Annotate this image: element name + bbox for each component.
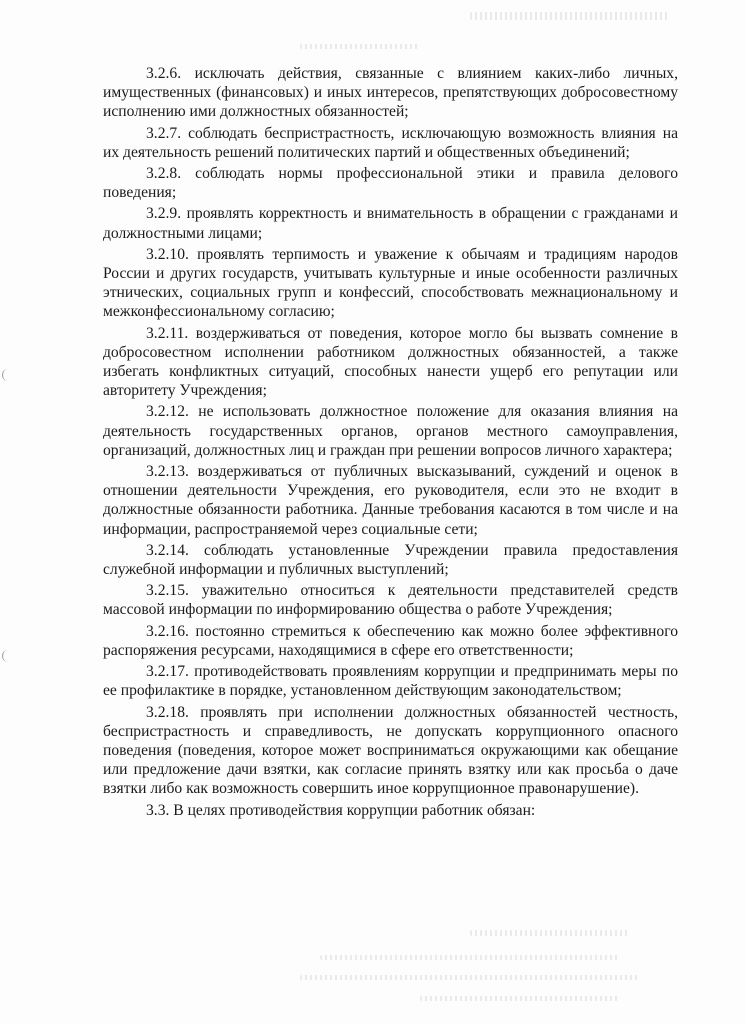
paragraph-3-2-15: 3.2.15. уважительно относиться к деятельности представителей средств массовой информации по информированию общества о работе Учреждения; bbox=[103, 582, 678, 619]
paragraph-3-2-11: 3.2.11. воздерживаться от поведения, которое могло бы вызвать сомнение в добросовестном исполнении работником должностных обязанностей, а также избегать конфликтных ситуаций, способных нанести ущерб его репутации или авторитету Учреждения; bbox=[103, 324, 678, 400]
paragraph-3-2-7: 3.2.7. соблюдать беспристрастность, исключающую возможность влияния на их деятельность решений политических партий и общественных объединений; bbox=[103, 124, 678, 161]
paragraph-3-2-8: 3.2.8. соблюдать нормы профессиональной этики и правила делового поведения; bbox=[103, 165, 678, 202]
paragraph-3-2-10: 3.2.10. проявлять терпимость и уважение к обычаям и традициям народов России и других государств, учитывать культурные и иные особенности различных этнических, социальных групп и конфессий, способствовать межнациональному и межконфессиональному согласию; bbox=[103, 245, 678, 321]
document-body bbox=[103, 64, 678, 820]
punch-hole-mark bbox=[2, 369, 13, 381]
paragraph-3-2-17: 3.2.17. противодействовать проявлениям коррупции и предпринимать меры по ее профилактике в порядке, установленном действующим законодательством; bbox=[103, 663, 678, 700]
paragraph-3-2-18: 3.2.18. проявлять при исполнении должностных обязанностей честность, беспристрастность и справедливость, не допускать коррупционного опасного поведения (поведения, которое может восприниматься окружающими как обещание или предложение дачи взятки, как согласие принять взятку или как просьба о даче взятки либо как возможность совершить иное коррупционное правонарушение). bbox=[103, 703, 678, 798]
paragraph-3-3: 3.3. В целях противодействия коррупции работник обязан: bbox=[146, 801, 536, 819]
scan-noise bbox=[470, 930, 630, 936]
scan-noise bbox=[320, 955, 620, 960]
scan-noise bbox=[300, 44, 420, 49]
paragraph-3-2-9: 3.2.9. проявлять корректность и внимательность в обращении с гражданами и должностными лицами; bbox=[103, 205, 678, 242]
scan-noise bbox=[470, 12, 670, 20]
punch-hole-mark bbox=[2, 650, 13, 662]
paragraph-3-2-16: 3.2.16. постоянно стремиться к обеспечению как можно более эффективного распоряжения ресурсами, находящимися в сфере его ответственности; bbox=[103, 622, 678, 659]
scan-noise bbox=[420, 996, 620, 1001]
paragraph-3-2-12: 3.2.12. не использовать должностное положение для оказания влияния на деятельность государственных органов, органов местного самоуправления, организаций, должностных лиц и граждан при решении вопросов личного характера; bbox=[103, 403, 678, 459]
scan-noise bbox=[300, 975, 640, 980]
paragraph-3-2-14: 3.2.14. соблюдать установленные Учреждении правила предоставления служебной информации и публичных выступлений; bbox=[103, 541, 678, 579]
paragraph-3-2-13: 3.2.13. воздерживаться от публичных высказываний, суждений и оценок в отношении деятельности Учреждения, его руководителя, если это не входит в должностные обязанности работника. Данные требования касаются в том числе и на информации, распространяемой через социальные сети; bbox=[103, 463, 678, 538]
paragraph-3-2-6: 3.2.6. исключать действия, связанные с влиянием каких-либо личных, имущественных (финансовых) и иных интересов, препятствующих добросовестному исполнению ими должностных обязанностей; bbox=[103, 65, 678, 121]
